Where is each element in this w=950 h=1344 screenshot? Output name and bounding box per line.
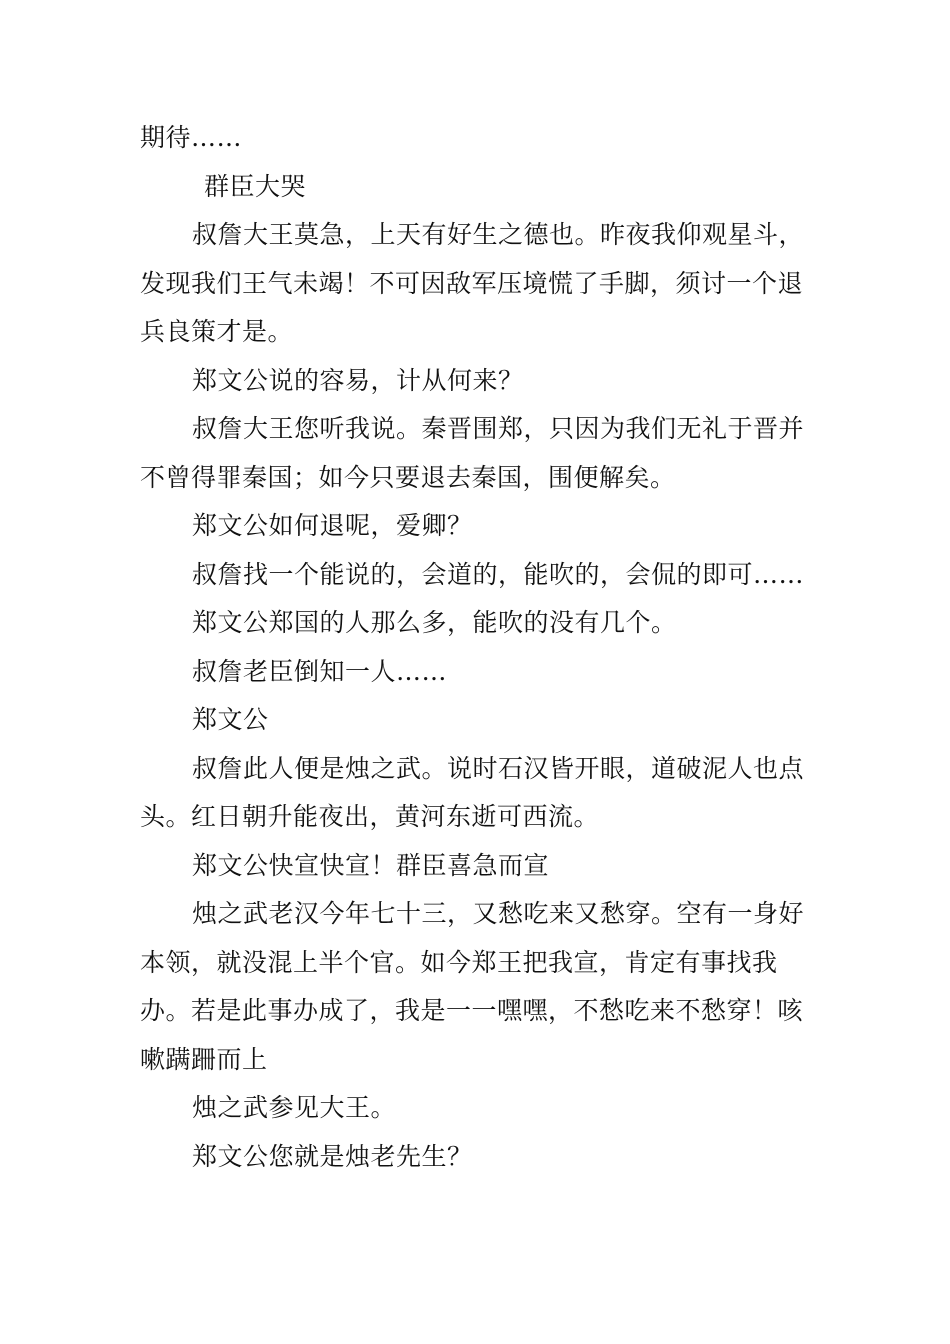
dialogue-paragraph: 叔詹大王您听我说。秦晋围郑，只因为我们无礼于晋并不曾得罪秦国；如今只要退去秦国，围便解矣。 [140, 414, 805, 492]
dialogue-paragraph: 郑文公郑国的人那么多，能吹的没有几个。 [192, 608, 677, 637]
stage-direction: 群臣大哭 [204, 171, 307, 201]
dialogue-paragraph: 烛之武老汉今年七十三，又愁吃来又愁穿。空有一身好本领，就没混上半个官。如今郑王把我宣，肯定有事找我办。若是此事办成了，我是一一嘿嘿，不愁吃来不愁穿！咳嗽蹒跚而上 [140, 899, 805, 1074]
dialogue-paragraph: 叔詹此人便是烛之武。说时石汉皆开眼，道破泥人也点头。红日朝升能夜出，黄河东逝可西流。 [140, 753, 805, 831]
dialogue-paragraph: 郑文公您就是烛老先生？ [192, 1141, 473, 1171]
dialogue-paragraph: 叔詹老臣倒知一人…… [192, 656, 448, 686]
dialogue-paragraph: 郑文公 [192, 705, 269, 734]
dialogue-paragraph: 叔詹大王莫急，上天有好生之德也。昨夜我仰观星斗，发现我们王气未竭！不可因敌军压境慌了手脚，须讨一个退兵良策才是。 [140, 220, 805, 346]
paragraph-continuation: 期待…… [140, 123, 243, 152]
dialogue-paragraph: 郑文公说的容易，计从何来？ [192, 365, 524, 395]
dialogue-paragraph: 叔詹找一个能说的，会道的，能吹的，会侃的即可…… [192, 559, 805, 589]
script-text-body [140, 114, 820, 1181]
dialogue-paragraph: 郑文公如何退呢，爱卿？ [192, 511, 473, 540]
dialogue-paragraph: 烛之武参见大王。 [192, 1093, 397, 1122]
dialogue-paragraph: 郑文公快宣快宣！群臣喜急而宣 [192, 850, 550, 880]
